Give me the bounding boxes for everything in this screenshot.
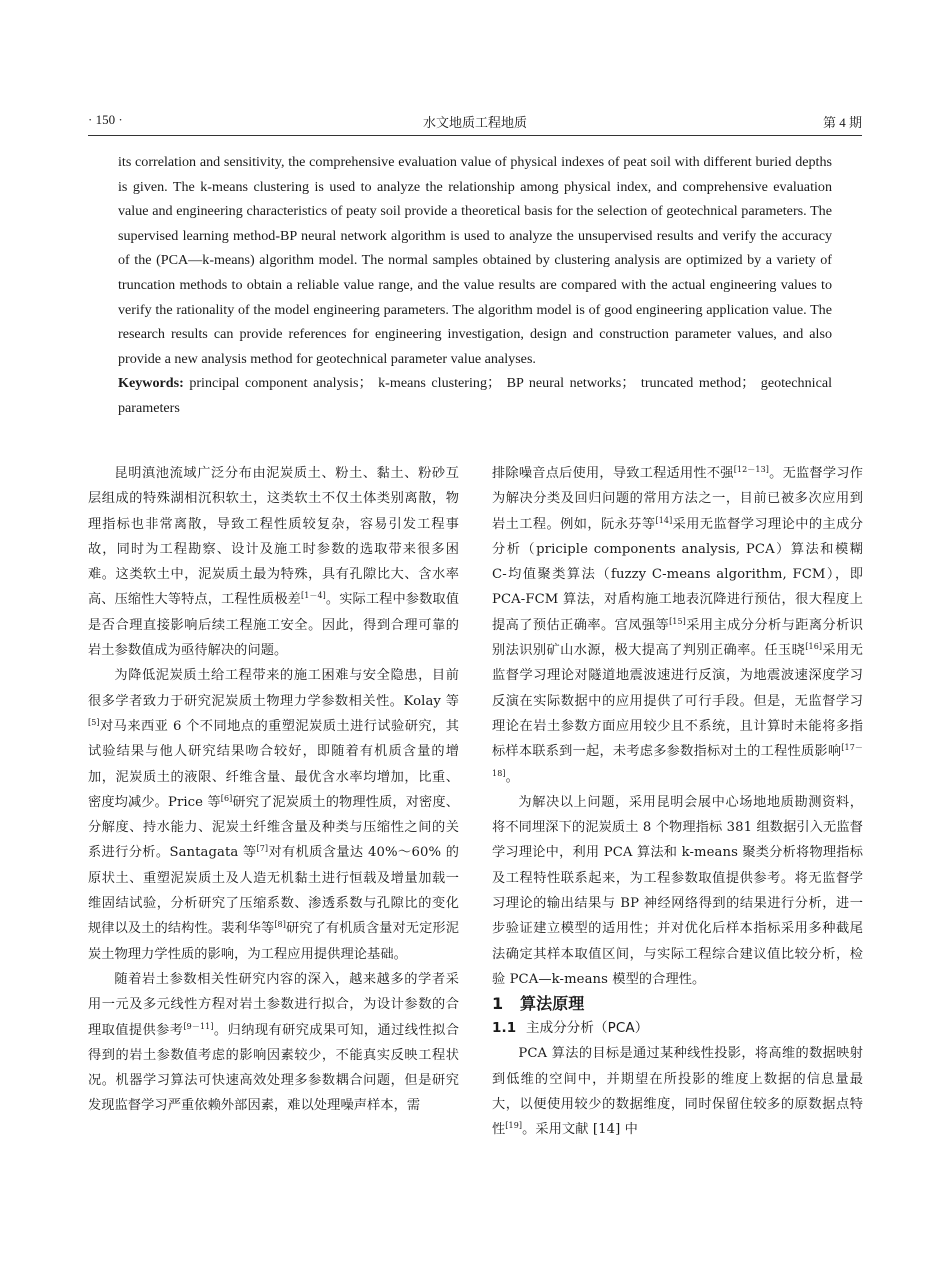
paragraph (492, 461, 863, 790)
text-run: 采用无监督学习理论对隧道地震波速进行反演，为地震波速深度学习反演在实际数据中的应用提供了可行手段。但是，无监督学习理论在岩土参数方面应用较少且不系统，且计算时未能将多指标样本联系到一起，未考虑多参数指标对土的工程性质影响 (492, 643, 863, 760)
abstract-block (118, 150, 832, 421)
section-title: 算法原理 (520, 994, 585, 1014)
keywords-label: Keywords: (118, 375, 184, 392)
subsection-number: 1.1 (492, 1020, 517, 1037)
text-run: 研究了泥炭质土的物理性质，对密度、分解度、持水能力、泥炭土纤维含量及种类与压缩性之间的关系进行分析。Santagata 等 (88, 794, 459, 861)
subsection-title: 主成分分析（PCA） (526, 1020, 649, 1037)
text-run: PCA 算法的目标是通过某种线性投影，将高维的数据映射到低维的空间中，并期望在所投影的维度上数据的信息量最大，以便使用较少的数据维度，同时保留住较多的原数据点特性 (492, 1046, 863, 1138)
citation[interactable]: [7] (256, 844, 269, 854)
left-column (88, 461, 459, 1119)
subsection-heading (492, 1016, 863, 1041)
citation[interactable]: [5] (88, 717, 100, 727)
paragraph (492, 1041, 863, 1142)
text-run: 采用主成分分析与距离分析识别法识别矿山水源，极大提高了判别正确率。任玉晓 (492, 617, 863, 659)
citation[interactable]: [14] (655, 515, 673, 525)
text-run: 对马来西亚 6 个不同地点的重塑泥炭质土进行试验研究，其试验结果与他人研究结果吻合较好，即随着有机质含量的增加，泥炭质土的液限、纤维含量、最优含水率均增加，比重、密度均减少。Price 等 (88, 718, 459, 810)
right-column (492, 461, 863, 1142)
text-run: 为降低泥炭质土给工程带来的施工困难与安全隐患，目前很多学者致力于研究泥炭质土物理力学参数相关性。Kolay 等 (88, 668, 459, 709)
section-heading (492, 992, 863, 1016)
keywords-line (118, 371, 832, 420)
citation[interactable]: [6] (220, 793, 233, 803)
issue-number: 第 4 期 (822, 115, 862, 130)
paragraph (88, 967, 459, 1119)
running-header (88, 112, 862, 134)
text-run: 。采用文献 [14] 中 (522, 1122, 638, 1138)
citation[interactable]: [1－4] (300, 591, 326, 601)
text-run: 。 (505, 769, 519, 785)
text-run: 。实际工程中参数取值是否合理直接影响后续工程施工安全。因此，得到合理可靠的岩土参数值成为亟待解决的问题。 (88, 592, 459, 659)
text-run: 。归纳现有研究成果可知，通过线性拟合得到的岩土参数值考虑的影响因素较少，不能真实反映工程状况。机器学习算法可快速高效处理多参数耦合问题，但是研究发现监督学习严重依赖外部因素，难以处理噪声样本，需 (88, 1022, 459, 1114)
text-run: 排除噪音点后使用，导致工程适用性不强 (492, 466, 734, 481)
citation[interactable]: [17－18] (492, 743, 863, 778)
text-run: 研究了有机质含量对无定形泥炭土物理力学性质的影响，为工程应用提供理论基础。 (88, 921, 459, 962)
keywords-text: principal component analysis； k-means clustering； BP neural networks； truncated method； geotechnical parameters (118, 375, 832, 416)
text-run: 对有机质含量达 40%～60% 的原状土、重塑泥炭质土及人造无机黏土进行恒载及增量加载一维固结试验，分析研究了压缩系数、渗透系数与孔隙比的变化规律以及土的结构性。裴利华等 (88, 845, 459, 937)
citation[interactable]: [12－13] (733, 465, 769, 474)
citation[interactable]: [8] (274, 920, 286, 930)
paragraph: 为解决以上问题，采用昆明会展中心场地地质勘测资料，将不同埋深下的泥炭质土 8 个物理指标 381 组数据引入无监督学习理论中，利用 PCA 算法和 k-means 聚类分析将物理指标及工程特性联系起来，为工程参数取值提供参考。将无监督学习理论的输出结果与 BP 神经网络得到的结果进行分析，进一步验证建立模型的适用性；并对优化后样本指标采用多种截尾法确定其样本取值区间，与实际工程综合建议值比较分析，检验 PCA—k-means 模型的合理性。 (492, 794, 863, 987)
citation[interactable]: [16] (805, 642, 823, 652)
journal-name: 水文地质工程地质 (422, 115, 527, 130)
text-run: 采用无监督学习理论中的主成分分析（priciple components analysis, PCA）算法和模糊 C-均值聚类算法（fuzzy C-means algorithm, FCM），即 PCA-FCM 算法，对盾构施工地表沉降进行预估，很大程度上提高了预估正确率。宫凤强等 (492, 516, 863, 633)
citation[interactable]: [9－11] (183, 1021, 214, 1031)
page-number: · 150 · (88, 112, 123, 127)
paragraph (88, 663, 459, 967)
text-run: 。无监督学习作为解决分类及回归问题的常用方法之一，目前已被多次应用到岩土工程。例如，阮永芬等 (492, 466, 863, 532)
section-number: 1 (492, 994, 504, 1014)
citation[interactable]: [19] (505, 1121, 523, 1131)
abstract-text: its correlation and sensitivity, the comprehensive evaluation value of physical indexes of peat soil with different buried depths is given. The k-means clustering is used to analyze the relationship among physical index, and comprehensive evaluation value and engineering characteristics of peaty soil provide a theoretical basis for the selection of geotechnical parameters. The supervised learning method-BP neural network algorithm is used to analyze the unsupervised results and verify the accuracy of the (PCA—k-means) algorithm model. The normal samples obtained by clustering analysis are optimized by a variety of truncation methods to obtain a reliable value range, and the value results are compared with the actual engineering values to verify the rationality of the model engineering parameters. The algorithm model is of good engineering application value. The research results can provide references for engineering investigation, design and construction parameter values, and also provide a new analysis method for geotechnical parameter value analyses. (118, 154, 832, 367)
header-rule (88, 135, 862, 136)
text-run: 昆明滇池流域广泛分布由泥炭质土、粉土、黏土、粉砂互层组成的特殊湖相沉积软土，这类软土不仅土体类别离散，物理指标也非常离散，导致工程性质较复杂，容易引发工程事故，同时为工程勘察、设计及施工时参数的选取带来很多困难。这类软土中，泥炭质土最为特殊，具有孔隙比大、含水率高、压缩性大等特点，工程性质极差 (88, 466, 459, 608)
citation[interactable]: [15] (669, 616, 686, 626)
paragraph (88, 461, 459, 663)
text-run: 随着岩土参数相关性研究内容的深入，越来越多的学者采用一元及多元线性方程对岩土参数进行拟合，为设计参数的合理取值提供参考 (88, 971, 459, 1038)
